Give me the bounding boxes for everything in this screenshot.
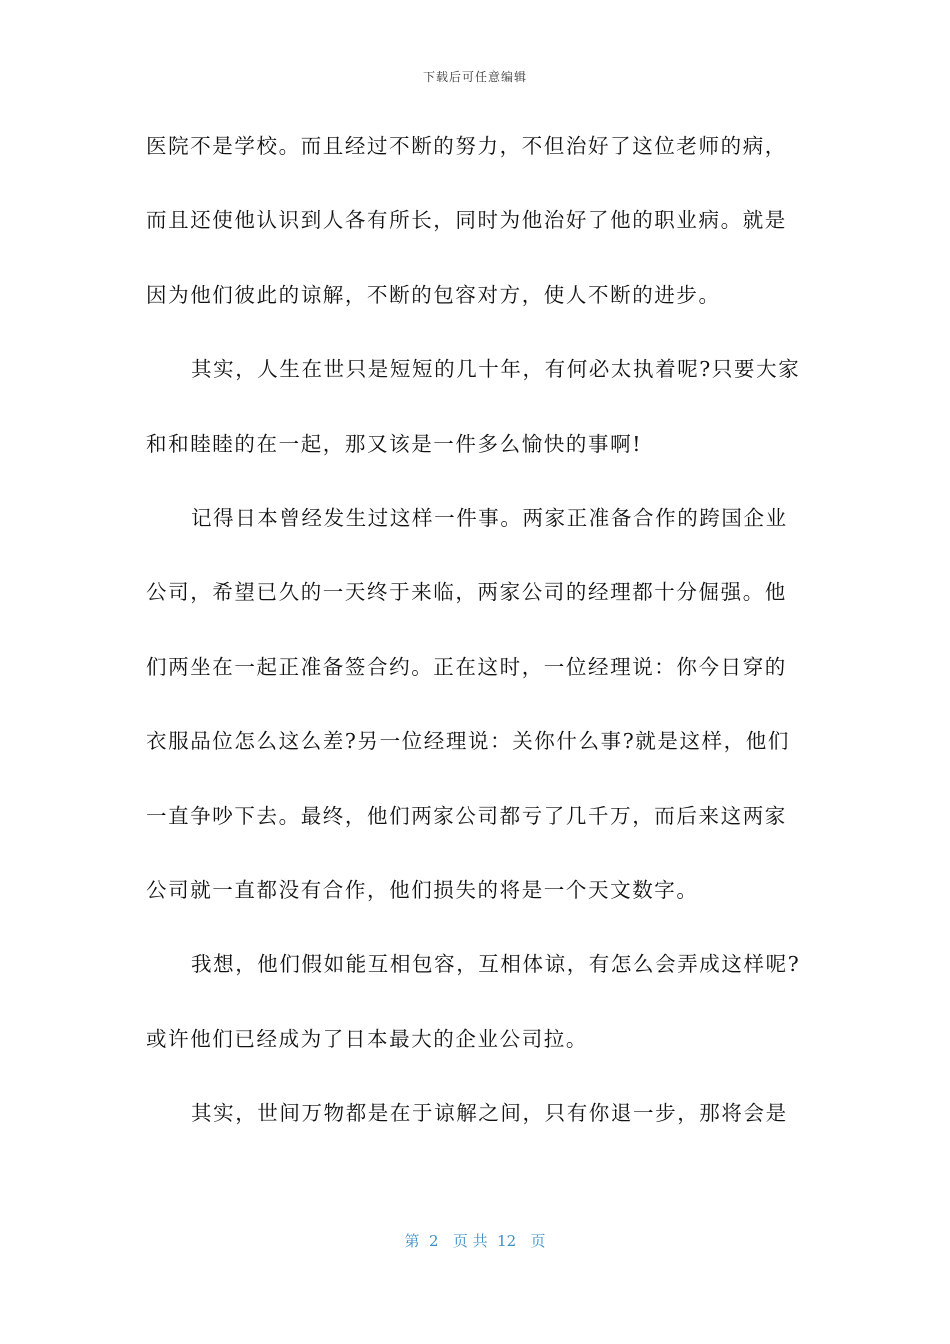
text-line: 衣服品位怎么这么差?另一位经理说：关你什么事?就是这样，他们 bbox=[146, 729, 790, 754]
page-number-footer: 第 2 页 共 12 页 bbox=[404, 1232, 546, 1250]
text-line: 记得日本曾经发生过这样一件事。两家正准备合作的跨国企业 bbox=[191, 505, 788, 530]
text-line: 其实，世间万物都是在于谅解之间，只有你退一步，那将会是 bbox=[191, 1101, 788, 1126]
text-line: 公司就一直都没有合作，他们损失的将是一个天文数字。 bbox=[146, 877, 699, 902]
page-header: 下载后可任意编辑 bbox=[422, 70, 527, 84]
text-line: 和和睦睦的在一起，那又该是一件多么愉快的事啊! bbox=[146, 431, 643, 456]
text-line: 公司，希望已久的一天终于来临，两家公司的经理都十分倔强。他 bbox=[146, 580, 787, 605]
text-line: 因为他们彼此的谅解，不断的包容对方，使人不断的进步。 bbox=[146, 282, 721, 307]
document-body bbox=[146, 126, 806, 1167]
text-line: 们两坐在一起正准备签合约。正在这时，一位经理说：你今日穿的 bbox=[146, 654, 787, 679]
text-line: 医院不是学校。而且经过不断的努力，不但治好了这位老师的病， bbox=[146, 134, 787, 158]
text-line: 一直争吵下去。最终，他们两家公司都亏了几千万，而后来这两家 bbox=[146, 803, 787, 828]
text-line: 其实，人生在世只是短短的几十年，有何必太执着呢?只要大家 bbox=[191, 357, 801, 382]
text-line: 而且还使他认识到人各有所长，同时为他治好了他的职业病。就是 bbox=[146, 208, 787, 233]
text-line: 或许他们已经成为了日本最大的企业公司拉。 bbox=[146, 1026, 588, 1051]
text-line: 我想，他们假如能互相包容，互相体谅，有怎么会弄成这样呢? bbox=[191, 952, 801, 977]
